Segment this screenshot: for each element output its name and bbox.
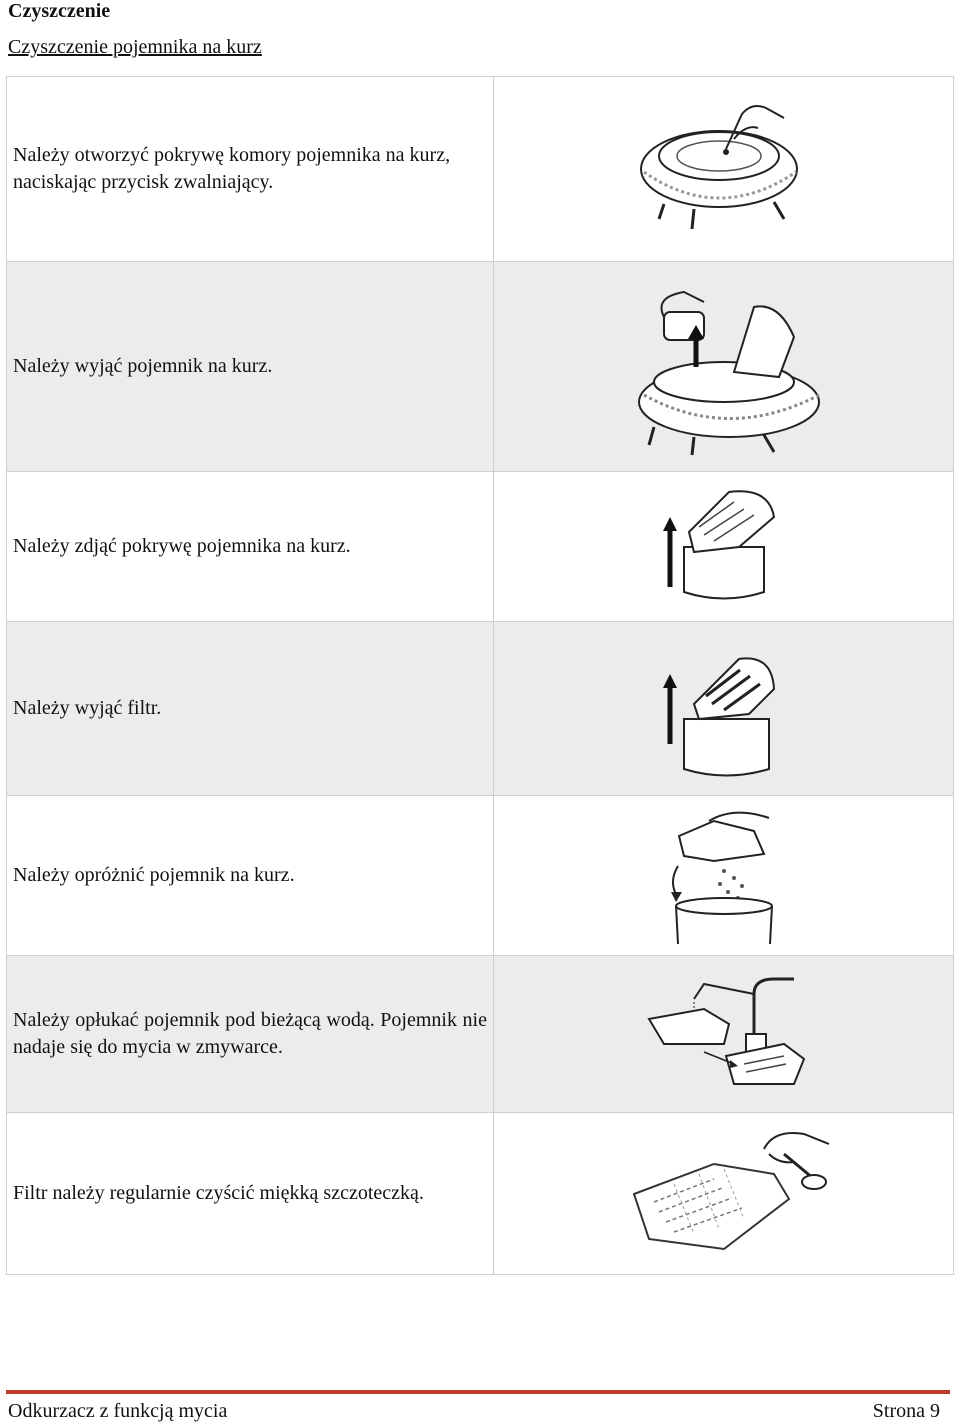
rinse-under-tap-icon bbox=[634, 964, 814, 1104]
step-illustration-cell bbox=[494, 77, 954, 262]
filter-removal-icon bbox=[654, 634, 794, 784]
dust-bin-lid-lift-icon bbox=[654, 477, 794, 617]
step-row bbox=[7, 796, 954, 956]
footer-divider bbox=[6, 1390, 950, 1394]
step-row bbox=[7, 472, 954, 622]
step-text: Należy opróżnić pojemnik na kurz. bbox=[7, 796, 494, 956]
step-row bbox=[7, 1113, 954, 1275]
robot-press-release-button-icon bbox=[634, 94, 814, 244]
footer-title: Odkurzacz z funkcją mycia bbox=[8, 1400, 228, 1422]
step-illustration-cell bbox=[494, 622, 954, 796]
step-text: Należy zdjąć pokrywę pojemnika na kurz. bbox=[7, 472, 494, 622]
step-text: Filtr należy regularnie czyścić miękką szczoteczką. bbox=[7, 1113, 494, 1275]
footer-page-number: Strona 9 bbox=[872, 1400, 940, 1422]
step-text: Należy wyjąć pojemnik na kurz. bbox=[7, 262, 494, 472]
step-text: Należy wyjąć filtr. bbox=[7, 622, 494, 796]
step-row bbox=[7, 956, 954, 1113]
step-text: Należy opłukać pojemnik pod bieżącą wodą. Pojemnik nie nadaje się do mycia w zmywarce. bbox=[7, 956, 494, 1113]
steps-table bbox=[6, 76, 954, 1275]
step-illustration-cell bbox=[494, 956, 954, 1113]
brush-filter-icon bbox=[614, 1124, 834, 1264]
step-illustration-cell bbox=[494, 1113, 954, 1275]
step-illustration-cell bbox=[494, 472, 954, 622]
robot-remove-dust-bin-icon bbox=[614, 277, 834, 457]
step-row bbox=[7, 262, 954, 472]
step-text: Należy otworzyć pokrywę komory pojemnika na kurz, naciskając przycisk zwalniający. bbox=[7, 77, 494, 262]
step-illustration-cell bbox=[494, 796, 954, 956]
step-row bbox=[7, 622, 954, 796]
step-illustration-cell bbox=[494, 262, 954, 472]
empty-bin-into-trash-icon bbox=[654, 806, 794, 946]
section-heading: Czyszczenie bbox=[8, 0, 111, 22]
subsection-heading: Czyszczenie pojemnika na kurz bbox=[8, 36, 262, 58]
step-row bbox=[7, 77, 954, 262]
